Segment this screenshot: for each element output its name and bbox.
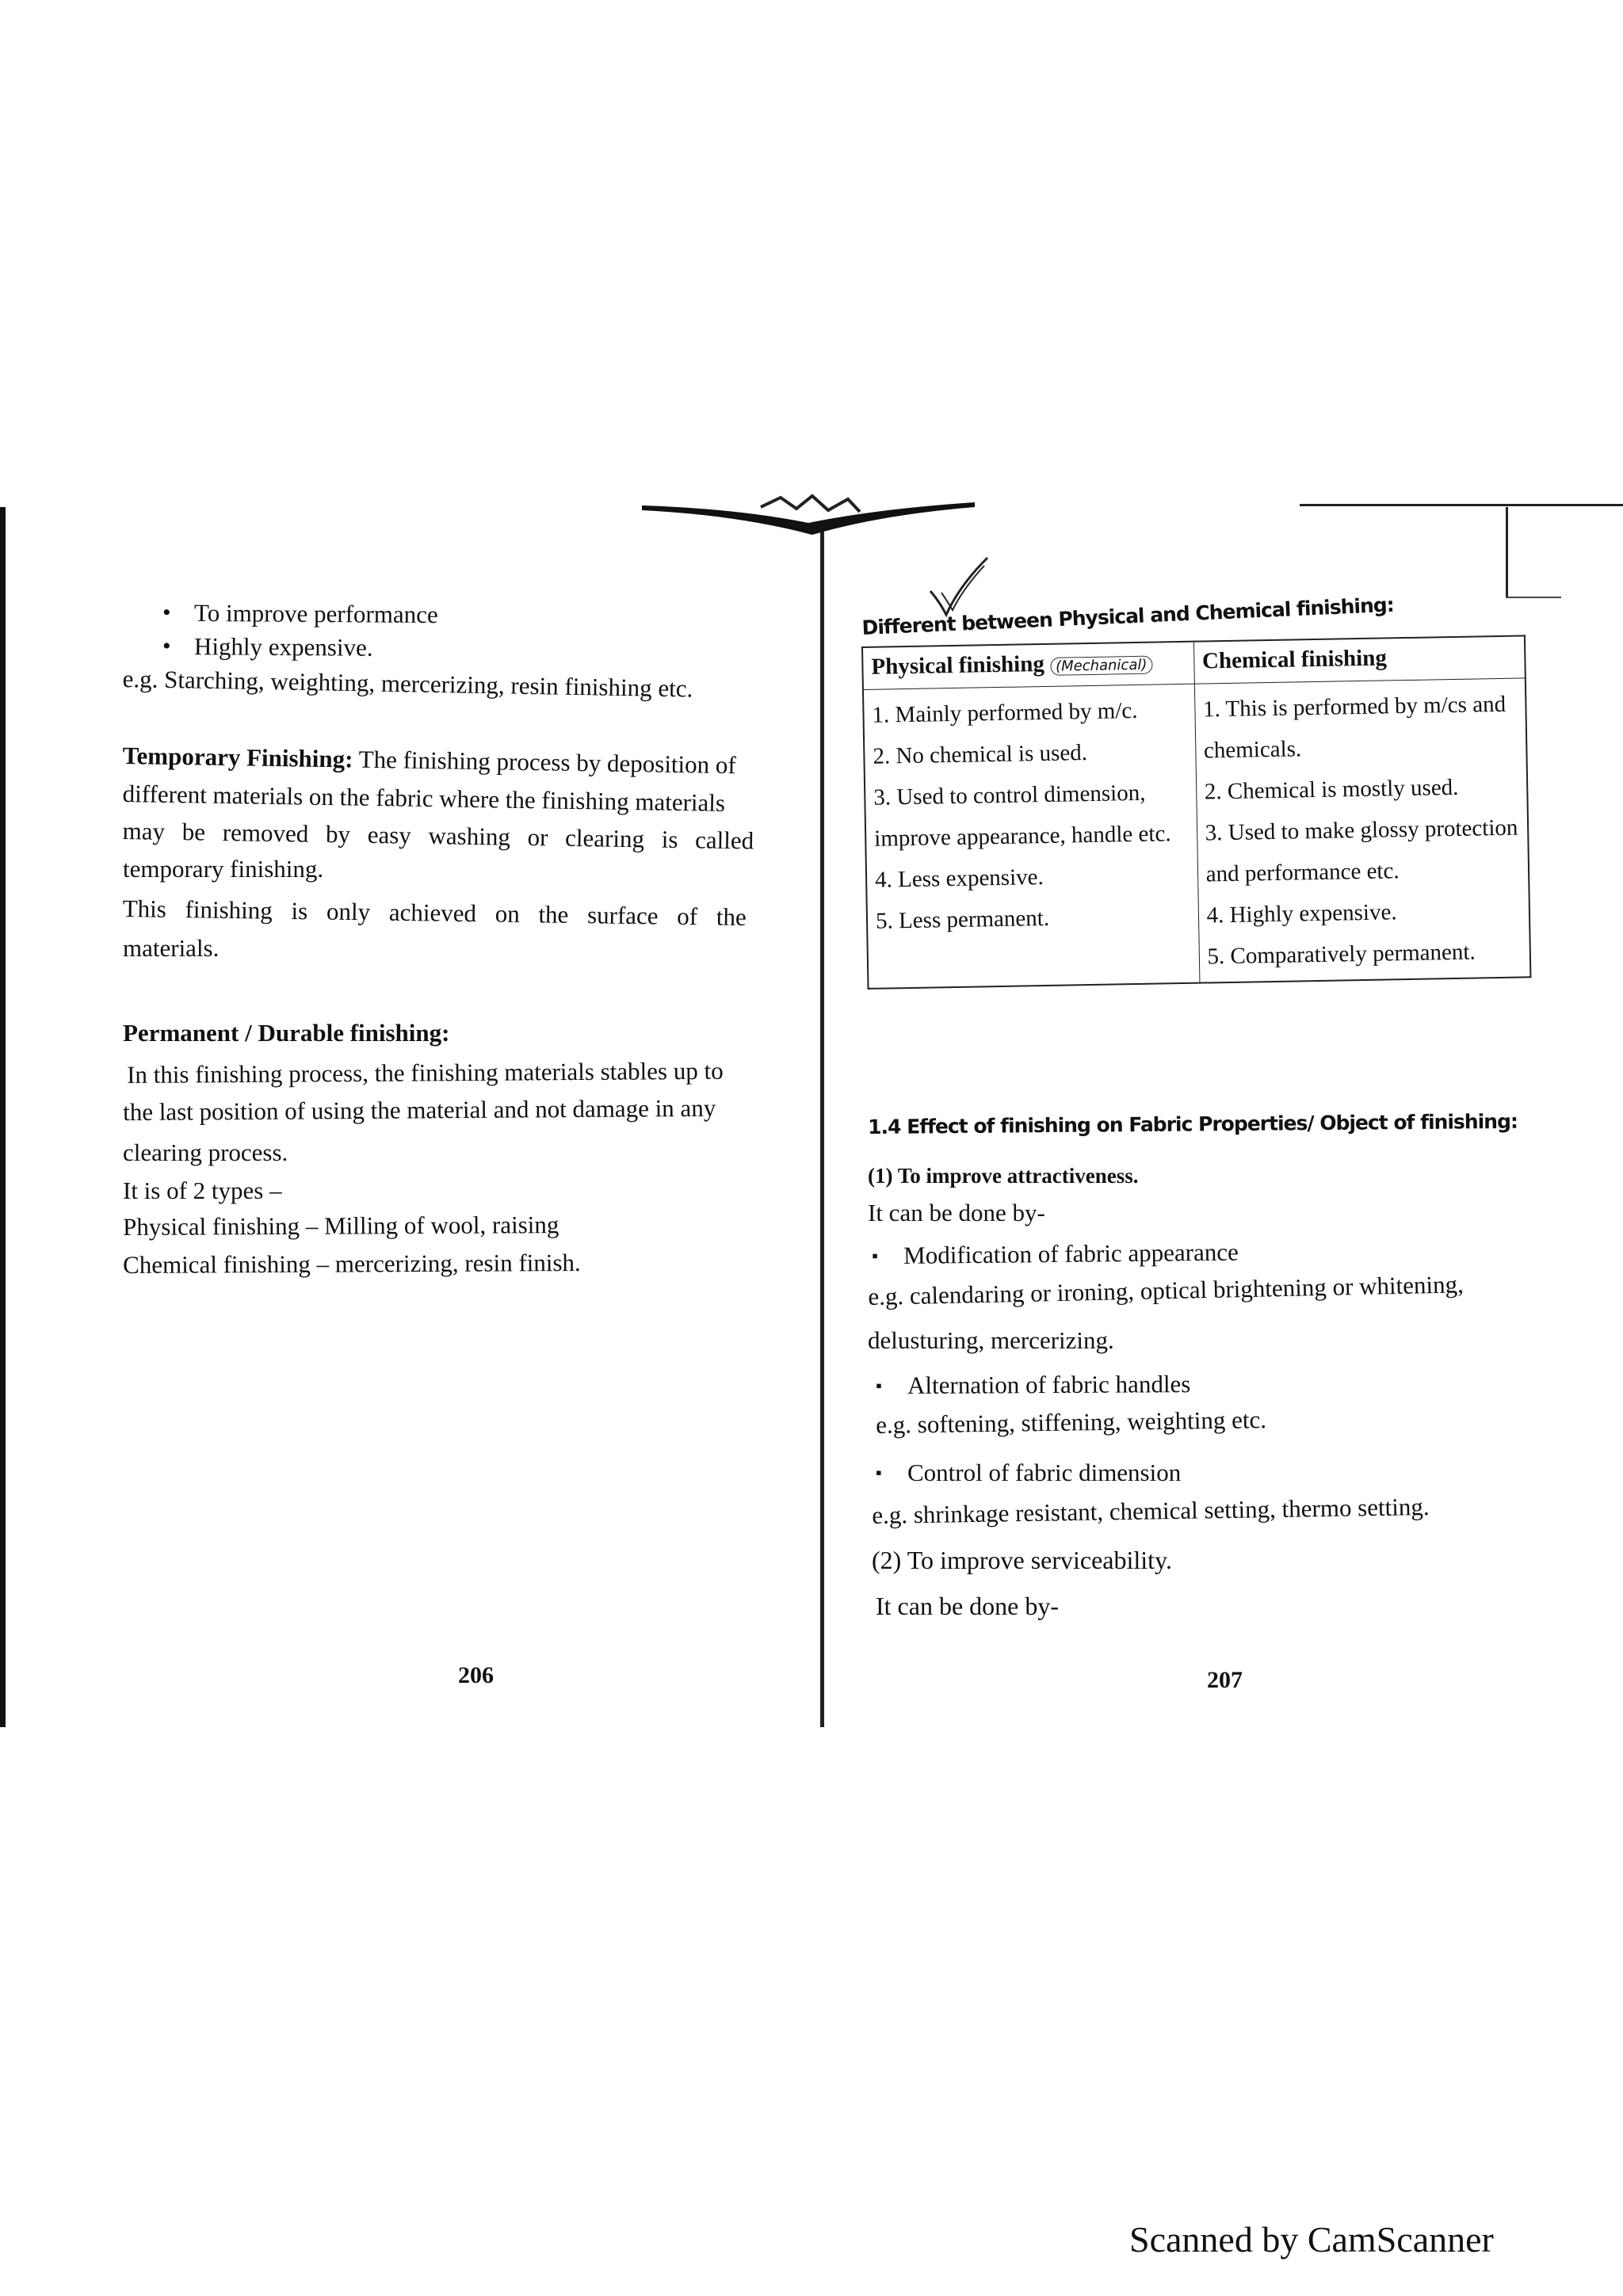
book-top-shadow bbox=[642, 491, 975, 539]
permanent-line2: the last position of using the material and not damage in any bbox=[123, 1093, 716, 1126]
chemical-item-5: 5. Comparatively permanent. bbox=[1207, 939, 1476, 970]
objective-1-item-1: ▪ Modification of fabric appearance bbox=[903, 1238, 1239, 1271]
chemical-item-1: 1. This is performed by m/cs and chemicals. bbox=[1202, 691, 1507, 764]
temporary-finishing-paragraph-line1 bbox=[122, 741, 736, 780]
objective-1-eg-1b: delusturing, mercerizing. bbox=[868, 1326, 1114, 1354]
right-page-corner-edge-horizontal bbox=[1506, 597, 1561, 598]
physical-item-1: 1. Mainly performed by m/c. bbox=[872, 697, 1138, 728]
bullet-highly-expensive: • Highly expensive. bbox=[194, 631, 373, 663]
objective-1-eg-3: e.g. shrinkage resistant, chemical setting, thermo setting. bbox=[872, 1492, 1430, 1529]
objective-2-title: (2) To improve serviceability. bbox=[872, 1546, 1172, 1574]
physical-item-3: 3. Used to control dimension, improve appearance, handle etc. bbox=[873, 780, 1171, 852]
left-page-edge bbox=[0, 507, 6, 1727]
handwritten-check-icon bbox=[927, 555, 991, 618]
eg-starching-line: e.g. Starching, weighting, mercerizing, resin finishing etc. bbox=[122, 664, 693, 703]
permanent-line4: It is of 2 types – bbox=[123, 1177, 282, 1204]
temporary-line3: may be removed by easy washing or clearing is called bbox=[122, 816, 754, 855]
permanent-line5: Physical finishing – Milling of wool, raising bbox=[123, 1211, 559, 1241]
objective-1-intro: It can be done by- bbox=[868, 1199, 1045, 1226]
permanent-line3: clearing process. bbox=[123, 1138, 288, 1166]
physical-column bbox=[863, 684, 1200, 989]
objective-1-title: (1) To improve attractiveness. bbox=[868, 1164, 1139, 1188]
temporary-line2: different materials on the fabric where the finishing materials bbox=[122, 779, 726, 817]
permanent-finishing-heading: Permanent / Durable finishing: bbox=[123, 1019, 450, 1047]
comparison-table-heading: Different between Physical and Chemical finishing: bbox=[861, 593, 1395, 639]
chemical-column bbox=[1194, 678, 1530, 983]
physical-item-2: 2. No chemical is used. bbox=[873, 740, 1088, 769]
temporary-line6: materials. bbox=[123, 934, 220, 962]
objective-2-intro: It can be done by- bbox=[876, 1592, 1060, 1620]
objective-1-eg-2: e.g. softening, stiffening, weighting etc. bbox=[876, 1405, 1267, 1439]
camscanner-watermark: Scanned by CamScanner bbox=[1129, 2219, 1494, 2260]
temporary-line4: temporary finishing. bbox=[123, 855, 324, 883]
chemical-item-4: 4. Highly expensive. bbox=[1206, 899, 1397, 929]
right-page-top-edge bbox=[1300, 504, 1623, 506]
table-row bbox=[863, 678, 1530, 989]
chemical-item-3: 3. Used to make glossy protection and performance etc. bbox=[1205, 814, 1518, 887]
comparison-table bbox=[861, 635, 1531, 990]
permanent-line1: In this finishing process, the finishing materials stables up to bbox=[127, 1056, 724, 1089]
handwritten-mechanical-note: (Mechanical) bbox=[1050, 656, 1153, 676]
physical-item-5: 5. Less permanent. bbox=[875, 905, 1050, 934]
page-number-right: 207 bbox=[1207, 1667, 1243, 1693]
section-heading-effect-of-finishing: 1.4 Effect of finishing on Fabric Properties/ Object of finishing: bbox=[868, 1109, 1518, 1138]
temporary-finishing-heading: Temporary Finishing: bbox=[122, 741, 353, 773]
physical-item-4: 4. Less expensive. bbox=[874, 864, 1044, 893]
page-number-left: 206 bbox=[458, 1662, 494, 1688]
right-page-corner-edge bbox=[1506, 507, 1508, 598]
objective-1-item-2: ▪ Alternation of fabric handles bbox=[907, 1369, 1190, 1401]
header-chemical-finishing: Chemical finishing bbox=[1193, 635, 1526, 684]
header-physical-finishing bbox=[862, 642, 1194, 690]
objective-1-item-3: ▪ Control of fabric dimension bbox=[907, 1458, 1181, 1488]
header-physical-label: Physical finishing bbox=[871, 650, 1045, 680]
temporary-line5: This finishing is only achieved on the surface of the bbox=[122, 894, 747, 931]
chemical-item-2: 2. Chemical is mostly used. bbox=[1204, 774, 1459, 805]
objective-1-eg-1a: e.g. calendaring or ironing, optical brightening or whitening, bbox=[868, 1270, 1465, 1310]
temporary-line1-text: The finishing process by deposition of bbox=[358, 745, 737, 780]
permanent-line6: Chemical finishing – mercerizing, resin finish. bbox=[123, 1248, 581, 1279]
bullet-improve-performance: • To improve performance bbox=[194, 598, 438, 630]
book-spine bbox=[820, 523, 824, 1727]
